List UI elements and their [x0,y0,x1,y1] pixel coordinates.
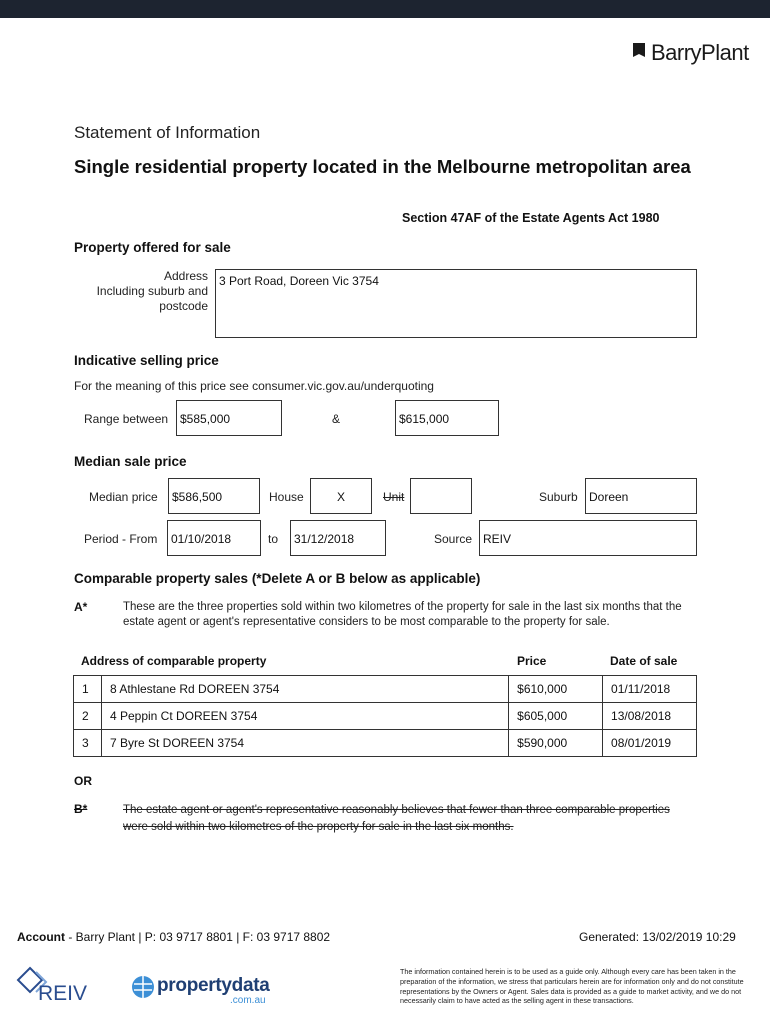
reiv-logo [16,966,91,1006]
house-field[interactable]: X [310,478,372,514]
row-price[interactable]: $590,000 [509,730,603,757]
generated-timestamp: Generated: 13/02/2019 10:29 [579,930,736,944]
period-from-field[interactable]: 01/10/2018 [167,520,261,556]
range-label: Range between [84,412,169,426]
option-b-label: B* [74,802,88,816]
range-low-field[interactable]: $585,000 [176,400,282,436]
median-heading: Median sale price [74,454,187,469]
option-a-label: A* [74,600,88,614]
suburb-label: Suburb [539,490,578,504]
col-date-header: Date of sale [610,654,678,668]
disclaimer-text: The information contained herein is to be used as a guide only. Although every care has been taken in the preparation of the information, we stress that particulars herein are for information only and do not constitute representations by the Owners or Agent. Sales data is provided as a guide to market activity, and we do not necessarily claim to have acted as the selling agent in these transactions. [400,967,744,1006]
table-row [74,730,697,757]
indicative-heading: Indicative selling price [74,353,219,368]
period-to-label: to [268,532,279,546]
propertydata-text: propertydata [157,975,270,996]
median-value-field[interactable]: $586,500 [168,478,260,514]
or-label: OR [74,774,92,788]
statement-heading: Statement of Information [74,123,261,142]
range-and: & [332,412,341,426]
property-heading: Property offered for sale [74,240,231,255]
source-label: Source [434,532,473,546]
row-price[interactable]: $610,000 [509,676,603,703]
period-label: Period - From [84,532,158,546]
option-b-text: The estate agent or agent's representative reasonably believes that fewer than three comparable properties were sold within two kilometres of the property for sale in the last six months. [123,804,670,833]
col-price-header: Price [517,654,547,668]
col-address-header: Address of comparable property [81,654,267,668]
row-address[interactable]: 7 Byre St DOREEN 3754 [101,730,508,757]
section-reference: Section 47AF of the Estate Agents Act 1980 [402,211,660,225]
row-price[interactable]: $605,000 [509,703,603,730]
row-date[interactable]: 01/11/2018 [603,676,697,703]
comparable-heading: Comparable property sales (*Delete A or B below as applicable) [74,571,481,586]
house-label: House [269,490,304,504]
range-high-field[interactable]: $615,000 [395,400,499,436]
table-row [74,676,697,703]
row-date[interactable]: 08/01/2019 [603,730,697,757]
median-label: Median price [89,490,158,504]
table-row [74,703,697,730]
account-info: Account - Barry Plant | P: 03 9717 8801 | F: 03 9717 8802 [17,930,331,944]
source-field[interactable]: REIV [479,520,697,556]
row-address[interactable]: 8 Athlestane Rd DOREEN 3754 [101,676,508,703]
propertydata-logo [130,972,280,1006]
flag-icon [632,43,646,63]
propertydata-globe-icon [130,974,156,1000]
address-label: Address Including suburb and postcode [96,269,208,313]
row-address[interactable]: 4 Peppin Ct DOREEN 3754 [101,703,508,730]
brand-name: BarryPlant [651,40,749,65]
page-title: Single residential property located in the Melbourne metropolitan area [74,156,691,177]
propertydata-suffix: .com.au [230,995,266,1006]
row-number: 2 [74,703,102,730]
unit-field[interactable] [410,478,472,514]
suburb-field[interactable]: Doreen [585,478,697,514]
top-bar [0,0,770,18]
row-number: 1 [74,676,102,703]
row-date[interactable]: 13/08/2018 [603,703,697,730]
row-number: 3 [74,730,102,757]
option-a-text: These are the three properties sold within two kilometres of the property for sale in the last six months that the estate agent or agent's representative considers to be most comparable to the property for sale. [123,601,682,628]
comparable-table [73,675,697,757]
barryplant-logo [632,38,749,68]
address-field[interactable]: 3 Port Road, Doreen Vic 3754 [215,269,697,338]
period-to-field[interactable]: 31/12/2018 [290,520,386,556]
reiv-text: REIV [38,982,88,1005]
unit-label: Unit [383,490,405,504]
underquoting-note: For the meaning of this price see consumer.vic.gov.au/underquoting [74,379,434,393]
